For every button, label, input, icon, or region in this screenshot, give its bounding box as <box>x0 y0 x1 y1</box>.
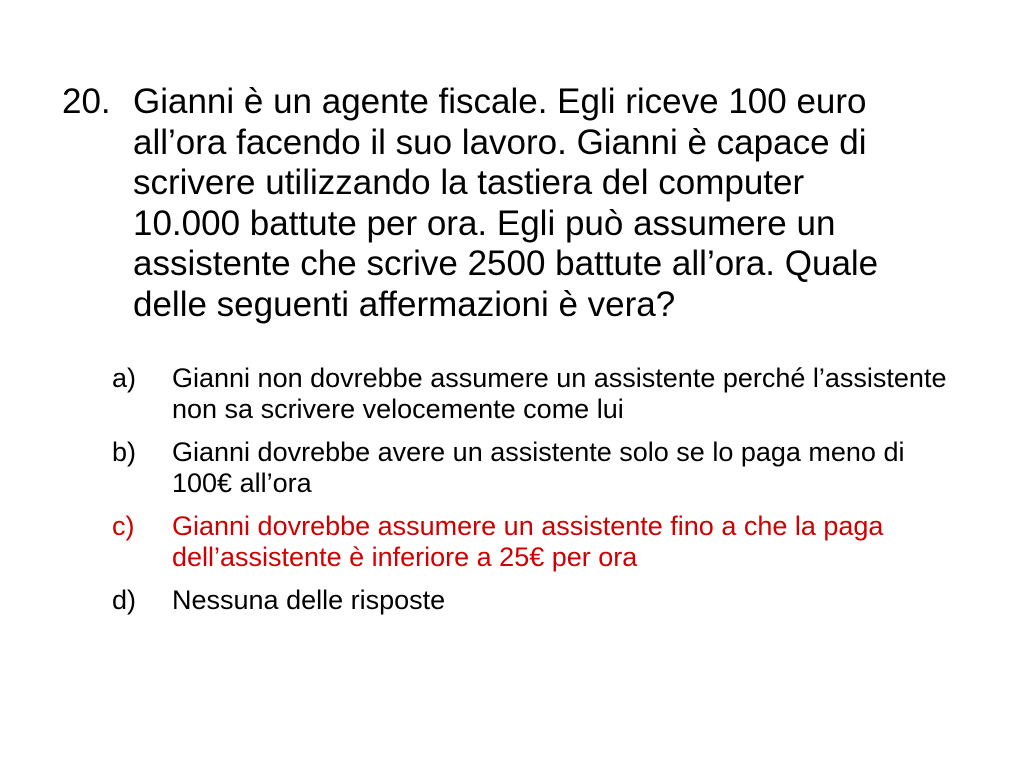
answer-c-highlighted <box>112 511 992 573</box>
answer-a <box>112 363 992 425</box>
answer-letter: c) <box>112 511 135 541</box>
answer-text: Gianni dovrebbe assumere un assistente fino a che la paga dell’assistente è inferiore a 25€ per ora <box>172 511 884 572</box>
answer-letter: b) <box>112 437 137 467</box>
answer-text: Gianni dovrebbe avere un assistente solo se lo paga meno di 100€ all’ora <box>172 437 905 498</box>
answer-letter: d) <box>112 585 137 615</box>
question <box>62 82 962 325</box>
answer-b <box>112 437 992 499</box>
answer-text: Gianni non dovrebbe assumere un assistente perché l’assistente non sa scrivere velocemente come lui <box>172 363 947 424</box>
answer-text: Nessuna delle risposte <box>172 585 446 615</box>
question-number: 20. <box>62 82 111 121</box>
answer-d <box>112 585 992 616</box>
answer-list <box>112 363 992 628</box>
question-text: Gianni è un agente fiscale. Egli riceve 100 euro all’ora facendo il suo lavoro. Gianni è capace di scrivere utilizzando la tastiera del computer 10.000 battute per ora. Egli può assumere un assistente che scrive 2500 battute all’ora. Quale delle seguenti affermazioni è vera? <box>133 82 879 324</box>
answer-letter: a) <box>112 363 137 393</box>
